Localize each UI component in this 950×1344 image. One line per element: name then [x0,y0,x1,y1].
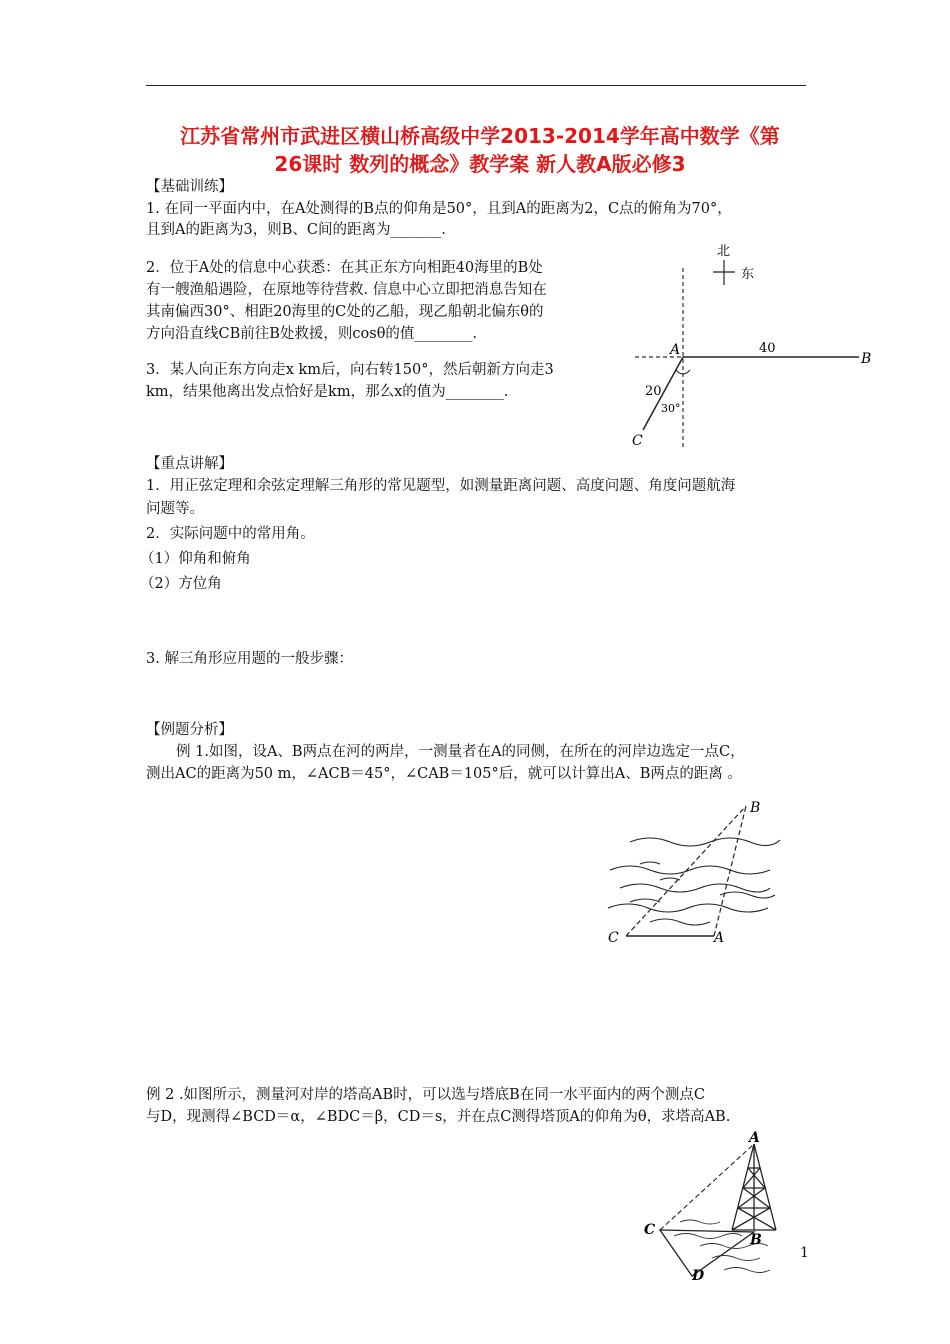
section-key-heading: 【重点讲解】 [146,456,233,472]
segment-ab [714,806,746,936]
point-a-label: A [749,1130,760,1146]
key-point-2b: （2）方位角 [140,576,222,592]
title-line-1: 江苏省常州市武进区横山桥高级中学2013-2014学年高中数学《第 [180,124,780,148]
figure-tower-height [640,1130,790,1284]
section-examples-heading: 【例题分析】 [146,722,233,738]
question-1-line-2: 且到A的距离为3，则B、C间的距离为_______. [146,222,446,238]
key-point-2: 2．实际问题中的常用角。 [146,526,315,542]
tower-icon [732,1144,776,1230]
title-line-2: 26课时 数列的概念》教学案 新人教A版必修3 [274,152,686,176]
point-d-label: D [692,1268,705,1284]
example-1-line-2: 测出AC的距离为50 m，∠ACB＝45°，∠CAB＝105°后，就可以计算出A、B两点的距离 。 [146,766,742,782]
question-3-line-1: 3．某人向正东方向走x km后，向右转150°，然后朝新方向走3 [146,362,554,378]
header-rule [146,85,806,86]
angle-label: 30° [661,402,681,415]
triangle-bcd [660,1230,754,1276]
example-1-line-1: 例 1.如图，设A、B两点在河的两岸，一测量者在A的同侧，在所在的河岸边选定一点C， [176,744,745,760]
page-title [140,122,820,178]
point-a-label: A [670,342,681,358]
river-waves [608,838,780,925]
distance-ab-label: 40 [759,341,776,356]
key-point-3: 3. 解三角形应用题的一般步骤： [146,651,353,667]
point-a-label: A [714,930,725,946]
point-c-label: C [632,433,643,449]
question-1-line-1: 1. 在同一平面内中，在A处测得的B点的仰角是50°，且到A的距离为2，C点的俯角为70°， [146,201,732,217]
point-c-label: C [644,1222,656,1238]
question-2-line-4: 方向沿直线CB前往B处救援，则cosθ的值________. [146,326,478,342]
key-point-2a: （1）仰角和俯角 [140,551,251,567]
point-c-label: C [608,930,619,946]
sight-line-ca [660,1144,754,1230]
point-b-label: B [861,351,872,367]
figure-navigation-diagram [625,238,880,453]
north-label: 北 [717,244,731,259]
point-b-label: B [750,1232,762,1248]
distance-ac-label: 20 [645,384,662,399]
page-number: 1 [800,1245,809,1261]
key-point-1-line-2: 问题等。 [146,501,204,517]
section-basic-heading: 【基础训练】 [146,179,233,195]
point-b-label: B [750,800,761,816]
question-2-line-1: 2．位于A处的信息中心获悉：在其正东方向相距40海里的B处 [146,260,543,276]
question-3-line-2: km，结果他离出发点恰好是km，那么x的值为________. [146,384,509,400]
figure-river-distance [600,790,790,950]
example-2-line-1: 例 2 .如图所示，测量河对岸的塔高AB时，可以选与塔底B在同一水平面内的两个测点C [146,1087,705,1103]
question-2-line-2: 有一艘渔船遇险，在原地等待营救. 信息中心立即把消息告知在 [146,282,547,298]
east-label: 东 [741,267,755,282]
question-2-line-3: 其南偏西30°、相距20海里的C处的乙船，现乙船朝北偏东θ的 [146,304,544,320]
example-2-line-2: 与D，现测得∠BCD＝α，∠BDC＝β，CD＝s，并在点C测得塔顶A的仰角为θ，求塔高AB. [146,1109,731,1125]
key-point-1-line-1: 1．用正弦定理和余弦定理解三角形的常见题型，如测量距离问题、高度问题、角度问题航海 [146,478,736,494]
